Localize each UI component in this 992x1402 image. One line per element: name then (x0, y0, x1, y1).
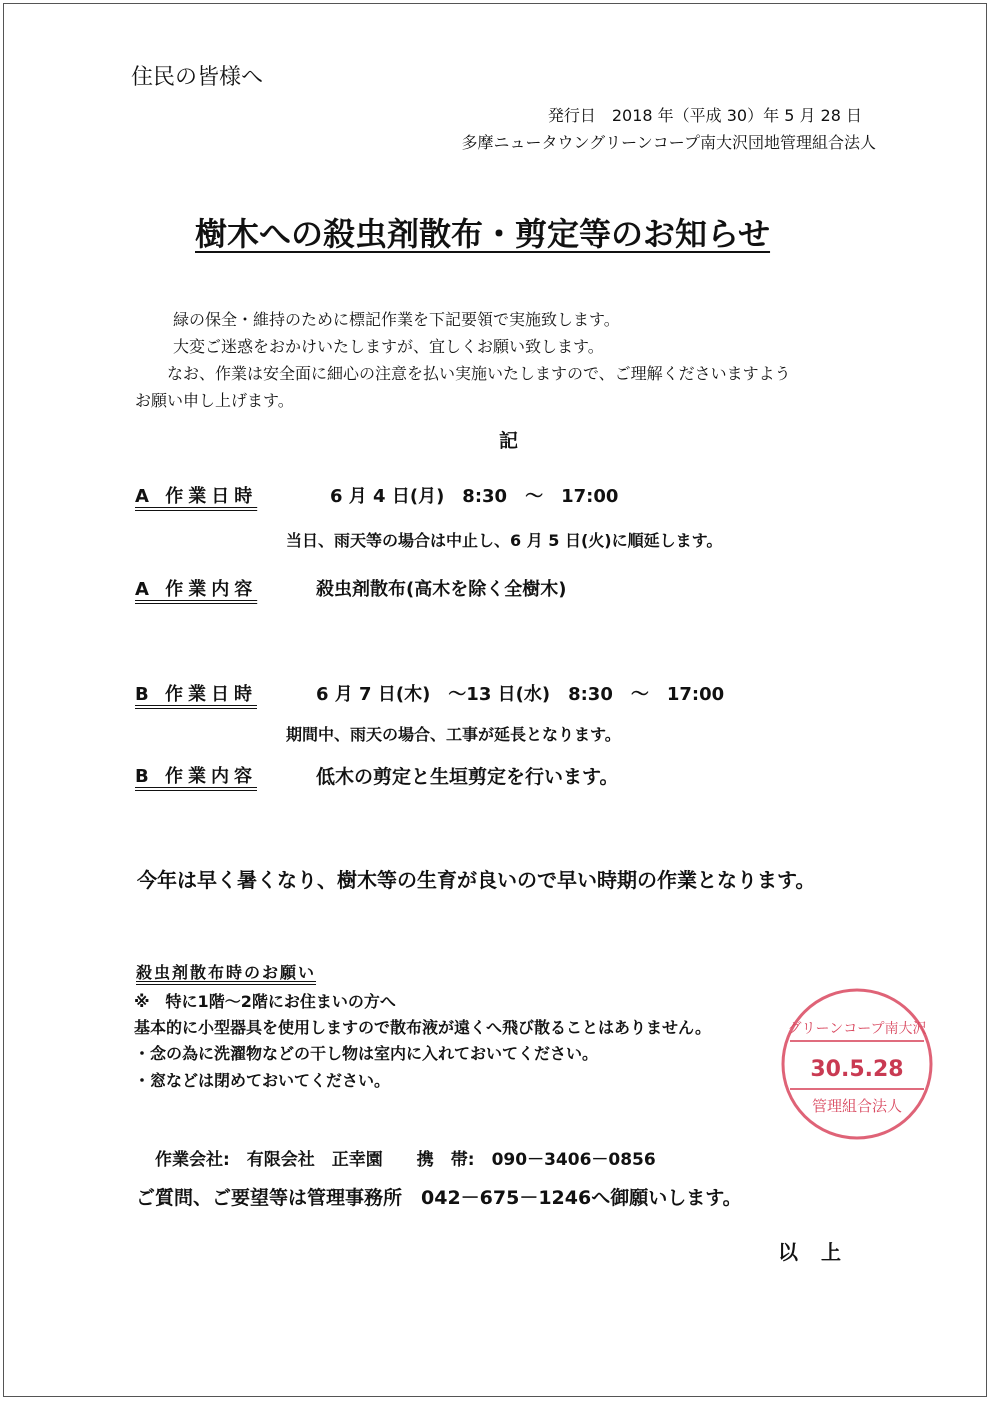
a-content-value: 殺虫剤散布(高木を除く全樹木) (316, 579, 567, 600)
a-datetime-label: A 作業日時 (135, 486, 258, 507)
stamp-bottom-text: 管理組合法人 (811, 1097, 903, 1115)
intro-paragraph (135, 306, 791, 414)
request-item: ※ 特に1階～2階にお住まいの方へ (134, 992, 396, 1011)
intro-line: 大変ご迷惑をおかけいたしますが、宜しくお願い致します。 (173, 337, 604, 356)
page-title: 樹木への殺虫剤散布・剪定等のお知らせ (195, 215, 771, 253)
request-heading: 殺虫剤散布時のお願い (136, 963, 317, 982)
intro-line: お願い申し上げます。 (135, 391, 294, 410)
request-item: 基本的に小型器具を使用しますので散布液が遠くへ飛び散ることはありません。 (134, 1018, 711, 1037)
addressee: 住民の皆様へ (131, 65, 264, 90)
closing-note: 今年は早く暑くなり、樹木等の生育が良いので早い時期の作業となります。 (137, 868, 816, 892)
contractor-info: 作業会社: 有限会社 正幸園 携 帯: 090－3406－0856 (155, 1150, 656, 1170)
closing-mark: 以 上 (778, 1240, 849, 1264)
issuer: 多摩ニュータウングリーンコープ南大沢団地管理組合法人 (461, 133, 876, 152)
issue-date: 発行日 2018 年（平成 30）年 5 月 28 日 (547, 106, 862, 125)
date-stamp (778, 985, 936, 1143)
request-item: ・念の為に洗濯物などの干し物は室内に入れておいてください。 (134, 1044, 599, 1063)
request-item: ・窓などは閉めておいてください。 (134, 1071, 391, 1090)
b-content-value: 低木の剪定と生垣剪定を行います。 (316, 766, 619, 788)
intro-line: 緑の保全・維持のために標記作業を下記要領で実施致します。 (173, 310, 620, 329)
stamp-date: 30.5.28 (810, 1057, 904, 1082)
intro-line: なお、作業は安全面に細心の注意を払い実施いたしますので、ご理解くださいますよう (167, 364, 791, 383)
a-datetime-note: 当日、雨天等の場合は中止し、6 月 5 日(火)に順延します。 (286, 531, 723, 550)
a-datetime-value: 6 月 4 日(月) 8:30 ～ 17:00 (330, 486, 619, 507)
contact-info: ご質問、ご要望等は管理事務所 042－675－1246へ御願いします。 (136, 1187, 742, 1209)
b-datetime-value: 6 月 7 日(木) ～13 日(水) 8:30 ～ 17:00 (316, 684, 725, 705)
a-content-label: A 作業内容 (135, 579, 258, 600)
b-content-label: B 作業内容 (135, 766, 257, 787)
ki-heading: 記 (499, 430, 519, 452)
b-datetime-label: B 作業日時 (135, 684, 257, 705)
stamp-top-text: グリーンコープ南大沢 (787, 1021, 927, 1037)
b-datetime-note: 期間中、雨天の場合、工事が延長となります。 (286, 725, 621, 744)
